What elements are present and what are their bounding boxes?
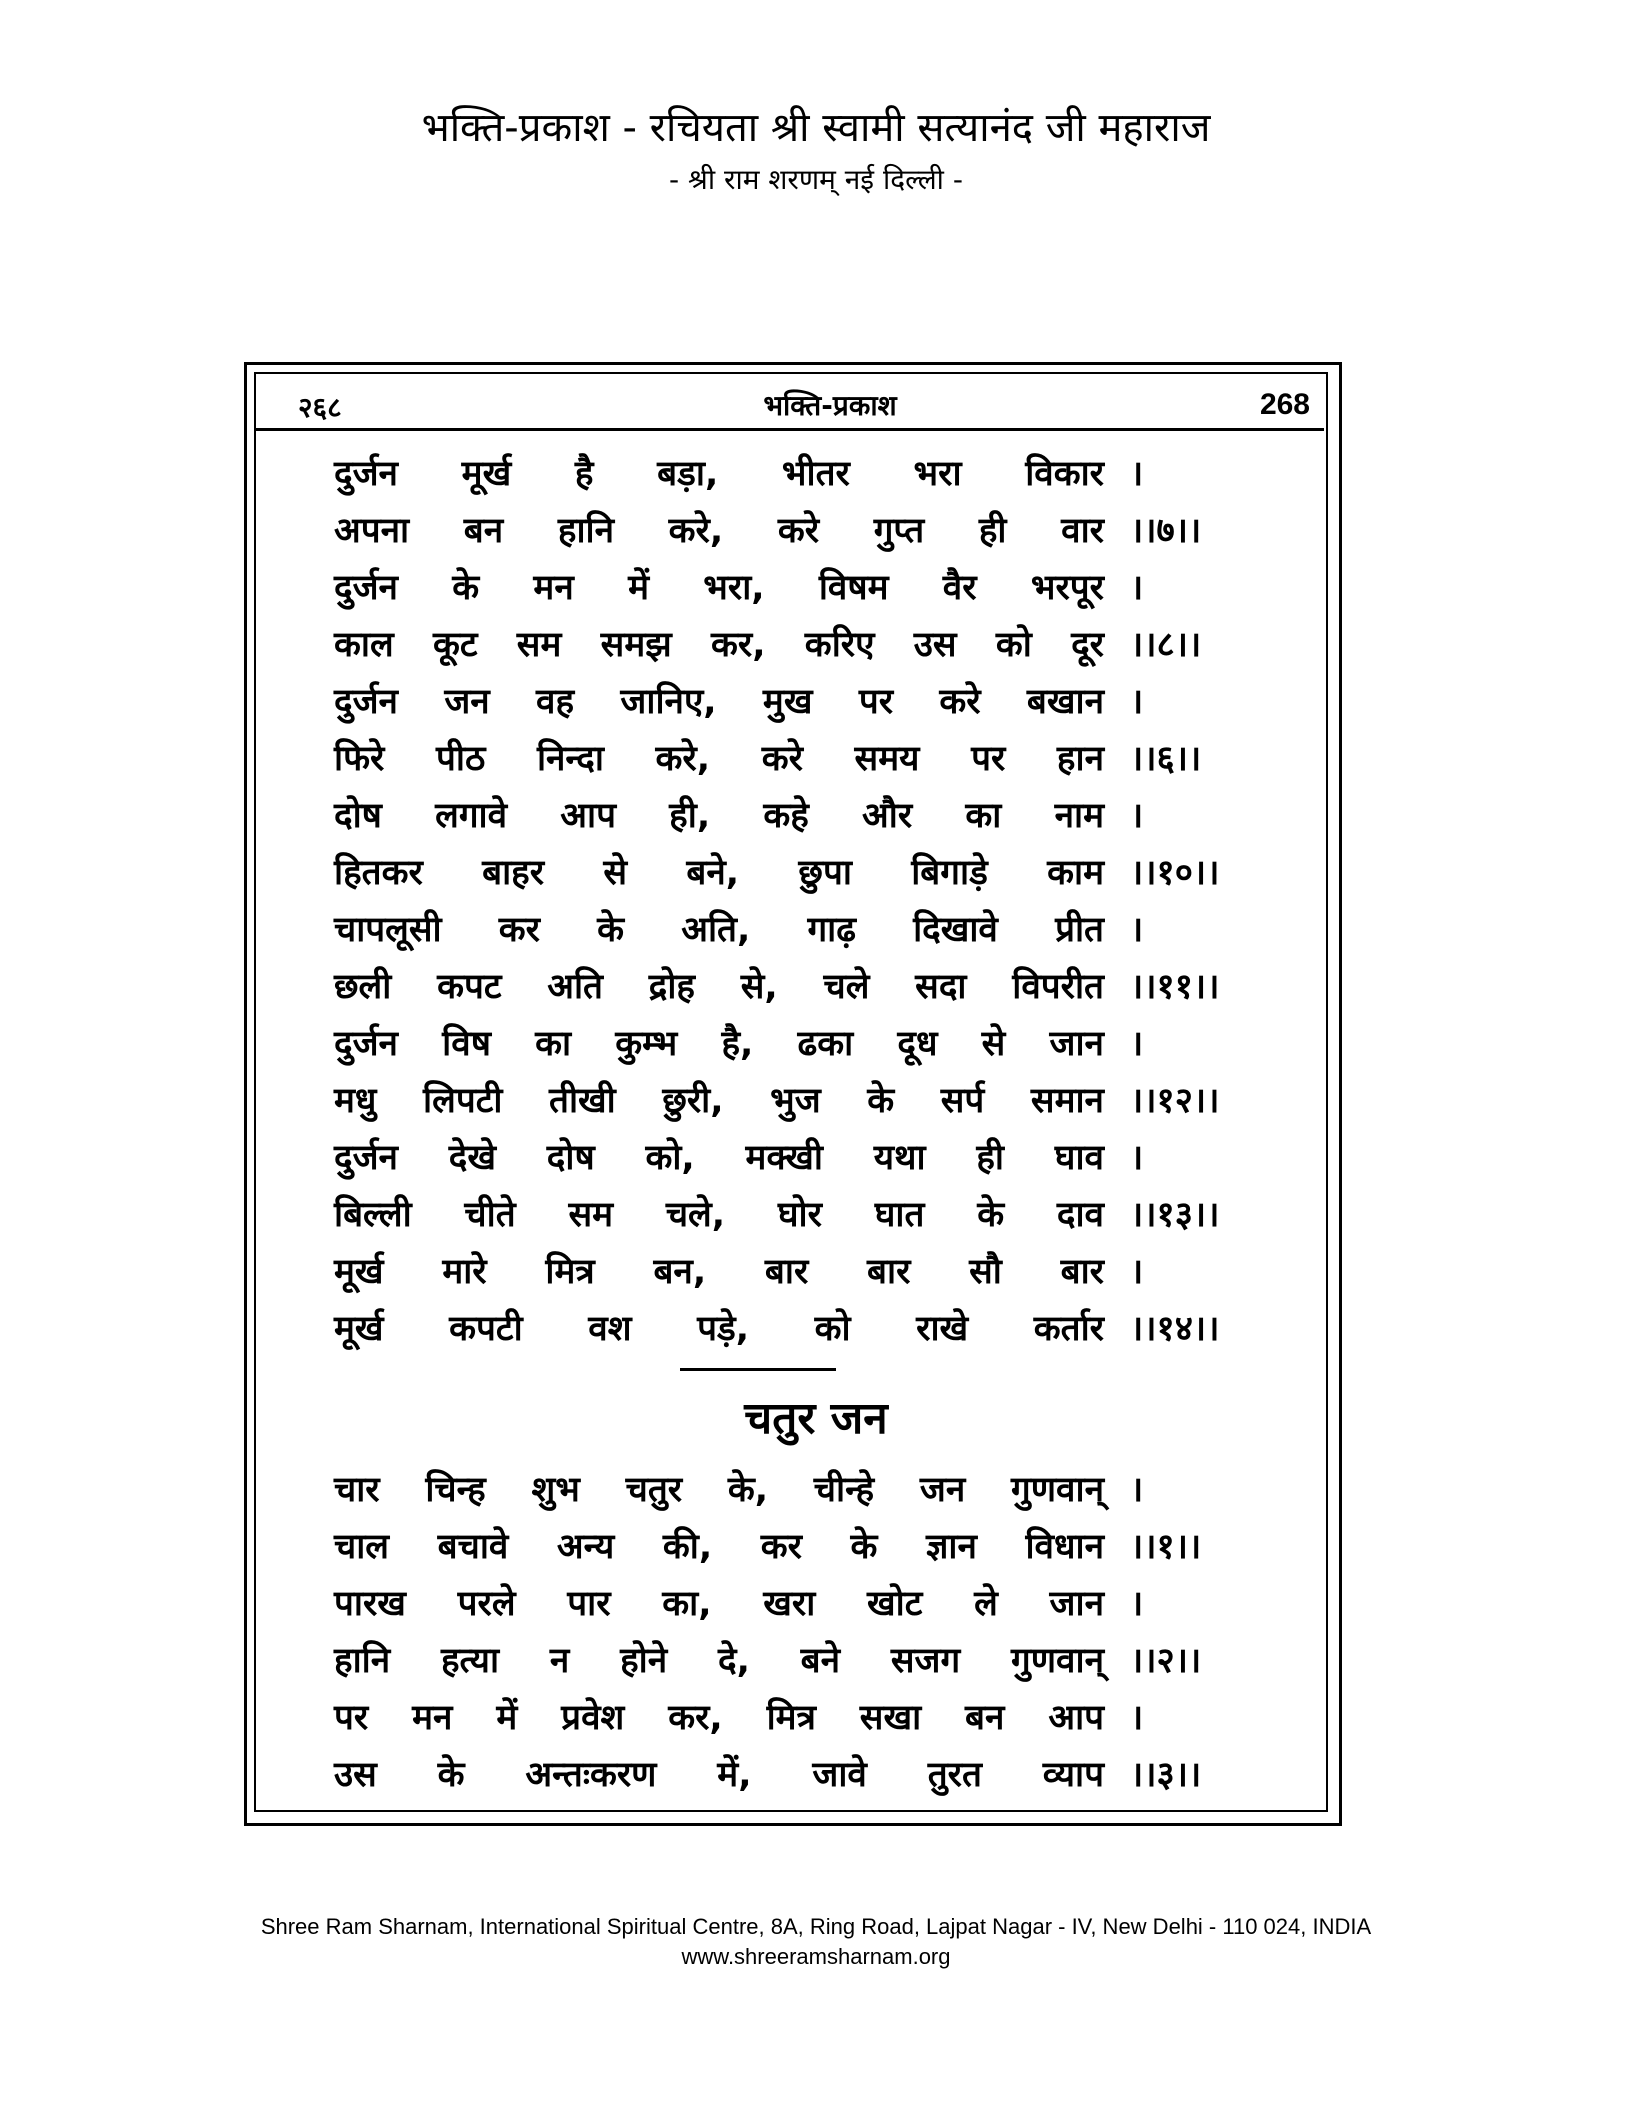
- verse-text: मधु लिपटी तीखी छुरी, भुज के सर्प समान: [334, 1081, 1104, 1121]
- verse-marker: ।: [1130, 796, 1144, 836]
- verse-text: दुर्जन जन वह जानिए, मुख पर करे बखान: [334, 682, 1104, 722]
- verse-marker: ।: [1130, 1252, 1144, 1292]
- verse-text: बिल्ली चीते सम चले, घोर घात के दाव: [334, 1195, 1104, 1235]
- verse-line: [334, 1462, 1238, 1519]
- verse-line: [334, 1187, 1238, 1244]
- verse-line: [334, 1747, 1238, 1804]
- verse-text: हानि हत्या न होने दे, बने सजग गुणवान्: [334, 1641, 1104, 1681]
- verse-marker: ।।६।।: [1130, 739, 1202, 779]
- verse-line: [334, 503, 1238, 560]
- verse-line: [334, 731, 1238, 788]
- verse-line: [334, 560, 1238, 617]
- verse-text: हितकर बाहर से बने, छुपा बिगाड़े काम: [334, 853, 1104, 893]
- verse-line: [334, 1016, 1238, 1073]
- page-header-rule: [256, 428, 1324, 431]
- verse-marker: ।: [1130, 1138, 1144, 1178]
- verse-line: [334, 617, 1238, 674]
- verse-marker: ।।११।।: [1130, 967, 1220, 1007]
- verse-marker: ।।७।।: [1130, 511, 1202, 551]
- verse-marker: ।: [1130, 1698, 1144, 1738]
- running-title: भक्ति-प्रकाश: [763, 389, 897, 422]
- section-divider: [680, 1368, 836, 1371]
- verse-line: [334, 1301, 1238, 1358]
- verse-text: दुर्जन के मन में भरा, विषम वैर भरपूर: [334, 568, 1104, 608]
- verse-text: चाल बचावे अन्य की, कर के ज्ञान विधान: [334, 1527, 1104, 1567]
- footer-address: Shree Ram Sharnam, International Spiritual Centre, 8A, Ring Road, Lajpat Nagar - IV, New Delhi - 110 024, INDIA: [260, 1914, 1372, 1939]
- verse-text: उस के अन्तःकरण में, जावे तुरत व्याप: [334, 1755, 1104, 1795]
- verse-marker: ।: [1130, 910, 1144, 950]
- verse-marker: ।: [1130, 568, 1144, 608]
- verse-marker: ।।१३।।: [1130, 1195, 1220, 1235]
- verse-text: मूर्ख मारे मित्र बन, बार बार सौ बार: [334, 1252, 1104, 1292]
- verse-marker: ।।१२।।: [1130, 1081, 1220, 1121]
- verse-text: दुर्जन विष का कुम्भ है, ढका दूध से जान: [334, 1024, 1104, 1064]
- verse-marker: ।।८।।: [1130, 625, 1202, 665]
- verse-line: [334, 1073, 1238, 1130]
- verse-line: [334, 1576, 1238, 1633]
- page-number-devanagari: २६८: [298, 391, 342, 424]
- verse-text: छली कपट अति द्रोह से, चले सदा विपरीत: [334, 967, 1104, 1007]
- verse-marker: ।।२।।: [1130, 1641, 1202, 1681]
- page-number: 268: [1259, 388, 1310, 421]
- verse-text: दुर्जन देखे दोष को, मक्खी यथा ही घाव: [334, 1138, 1104, 1178]
- verse-line: [334, 959, 1238, 1016]
- verse-marker: ।।१।।: [1130, 1527, 1202, 1567]
- verse-text: पारख परले पार का, खरा खोट ले जान: [334, 1584, 1104, 1624]
- verse-text: दुर्जन मूर्ख है बड़ा, भीतर भरा विकार: [334, 454, 1104, 494]
- verse-marker: ।: [1130, 1024, 1144, 1064]
- verse-line: [334, 1244, 1238, 1301]
- document-title: भक्ति-प्रकाश - रचियता श्री स्वामी सत्यानंद जी महाराज: [421, 105, 1211, 151]
- verse-line: [334, 1519, 1238, 1576]
- document-subtitle: - श्री राम शरणम् नई दिल्ली -: [669, 163, 963, 196]
- verse-marker: ।।१०।।: [1130, 853, 1220, 893]
- verse-line: [334, 1130, 1238, 1187]
- verse-marker: ।।१४।।: [1130, 1309, 1220, 1349]
- verse-line: [334, 674, 1238, 731]
- section-verse-block: [334, 1462, 1238, 1804]
- verse-marker: ।: [1130, 1470, 1144, 1510]
- verse-text: दोष लगावे आप ही, कहे और का नाम: [334, 796, 1104, 836]
- verse-marker: ।।३।।: [1130, 1755, 1202, 1795]
- verse-text: काल कूट सम समझ कर, करिए उस को दूर: [334, 625, 1104, 665]
- verse-text: मूर्ख कपटी वश पड़े, को राखे कर्तार: [334, 1309, 1104, 1349]
- footer-website: www.shreeramsharnam.org: [681, 1944, 951, 1969]
- verse-line: [334, 902, 1238, 959]
- section-heading: चतुर जन: [744, 1393, 888, 1444]
- verse-text: पर मन में प्रवेश कर, मित्र सखा बन आप: [334, 1698, 1104, 1738]
- verse-text: चार चिन्ह शुभ चतुर के, चीन्हे जन गुणवान्: [334, 1470, 1104, 1510]
- verse-line: [334, 788, 1238, 845]
- verse-line: [334, 1690, 1238, 1747]
- verse-marker: ।: [1130, 1584, 1144, 1624]
- verse-text: अपना बन हानि करे, करे गुप्त ही वार: [334, 511, 1104, 551]
- verse-line: [334, 845, 1238, 902]
- verse-text: फिरे पीठ निन्दा करे, करे समय पर हान: [334, 739, 1104, 779]
- verse-line: [334, 446, 1238, 503]
- verse-text: चापलूसी कर के अति, गाढ़ दिखावे प्रीत: [334, 910, 1104, 950]
- verse-line: [334, 1633, 1238, 1690]
- verse-block: [334, 446, 1238, 1358]
- verse-marker: ।: [1130, 682, 1144, 722]
- verse-marker: ।: [1130, 454, 1144, 494]
